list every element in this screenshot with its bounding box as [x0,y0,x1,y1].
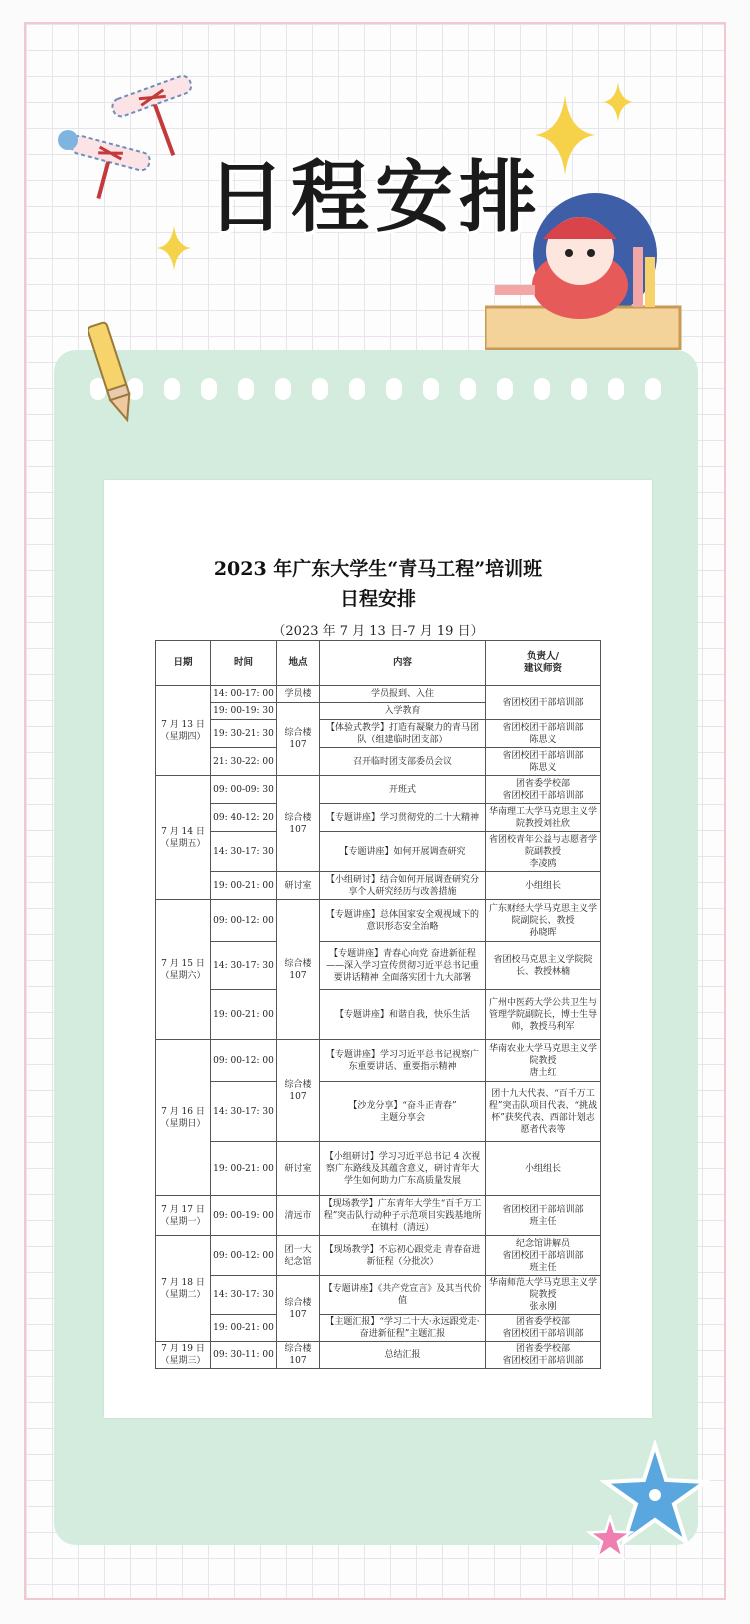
page-title: 日程安排 [206,153,543,243]
cell-person: 华南农业大学马克思主义学院教授 唐土红 [486,1040,601,1082]
cell-person: 华南师范大学马克思主义学院教授 张永刚 [486,1276,601,1315]
cell-date: 7 月 15 日 （星期六） [156,900,211,1040]
binder-hole [238,378,254,400]
cell-location: 学员楼 [277,686,320,703]
cell-content: 【专题讲座】学习贯彻党的二十大精神 [320,804,486,832]
cell-content: 【体验式教学】打造有凝聚力的青马团队（组建临时团支部） [320,720,486,748]
header-time: 时间 [211,641,277,686]
table-row [156,1196,601,1236]
cell-content: 召开临时团支部委员会议 [320,748,486,776]
cell-time: 14: 30-17: 30 [211,1082,277,1142]
binder-hole [571,378,587,400]
table-row [156,1315,601,1342]
binder-hole [201,378,217,400]
cell-person: 团省委学校部 省团校团干部培训部 [486,1342,601,1369]
cell-time: 09: 30-11: 00 [211,1342,277,1369]
cell-location: 综合楼 107 [277,1342,320,1369]
cell-time: 19: 00-21: 00 [211,990,277,1040]
cell-content: 【专题讲座】青春心向党 奋进新征程——深入学习宣传贯彻习近平总书记重要讲话精神 全面落实团十九大部署 [320,942,486,990]
document-subtitle: 日程安排 [339,588,416,610]
binder-hole [386,378,402,400]
cell-time: 09: 00-12: 00 [211,1040,277,1082]
table-row [156,832,601,872]
cell-content: 学员报到、入住 [320,686,486,703]
table-row [156,1342,601,1369]
cell-content: 开班式 [320,776,486,804]
cell-time: 14: 30-17: 30 [211,942,277,990]
cell-location: 团一大 纪念馆 [277,1236,320,1276]
cell-content: 入学教育 [320,703,486,720]
cell-time: 19: 00-21: 00 [211,1142,277,1196]
cell-date: 7 月 13 日 （星期四） [156,686,211,776]
cell-location: 综合楼 107 [277,900,320,1040]
cell-person: 小组组长 [486,1142,601,1196]
binder-hole [423,378,439,400]
cell-location: 综合楼 107 [277,703,320,776]
cell-person: 华南理工大学马克思主义学院教授刘社欣 [486,804,601,832]
binder-hole [349,378,365,400]
cell-person: 团省委学校部 省团校团干部培训部 [486,776,601,804]
cell-person: 省团校团干部培训部 [486,686,601,720]
table-row [156,900,601,942]
binder-hole [275,378,291,400]
cell-location: 清远市 [277,1196,320,1236]
table-row [156,1236,601,1276]
cell-time: 14: 30-17: 30 [211,832,277,872]
cell-date: 7 月 14 日 （星期五） [156,776,211,900]
cell-person: 团十九大代表、“百千万工程”突击队项目代表、“挑战杯”获奖代表、西部计划志愿者代表等 [486,1082,601,1142]
cell-content: 【小组研讨】结合如何开展调查研究分享个人研究经历与改善措施 [320,872,486,900]
starfish-icon [585,1515,635,1565]
cell-time: 21: 30-22: 00 [211,748,277,776]
cell-time: 09: 00-12: 00 [211,1236,277,1276]
cell-person: 纪念馆讲解员 省团校团干部培训部 班主任 [486,1236,601,1276]
cell-content: 【小组研讨】学习习近平总书记 4 次视察广东路线及其蕴含意义，研讨青年大学生如何助力广东高质量发展 [320,1142,486,1196]
cell-location: 综合楼 107 [277,1040,320,1142]
table-row [156,720,601,748]
date-range: （2023 年 7 月 13 日-7 月 19 日） [272,624,484,639]
table-row [156,776,601,804]
binder-hole [497,378,513,400]
cell-person: 省团校青年公益与志愿者学院副教授 李凌鸥 [486,832,601,872]
cell-person: 省团校团干部培训部 陈思义 [486,748,601,776]
cell-person: 小组组长 [486,872,601,900]
table-row [156,1040,601,1082]
cell-person: 省团校团干部培训部 班主任 [486,1196,601,1236]
cell-content: 【现场教学】不忘初心跟党走 青春奋进新征程（分批次） [320,1236,486,1276]
cell-time: 19: 30-21: 30 [211,720,277,748]
table-row [156,942,601,990]
table-row [156,748,601,776]
binder-hole [312,378,328,400]
binder-hole [460,378,476,400]
sparkle-icon [157,225,191,271]
cell-time: 09: 00-19: 00 [211,1196,277,1236]
cell-content: 【专题讲座】学习习近平总书记视察广东重要讲话、重要指示精神 [320,1040,486,1082]
cell-content: 总结汇报 [320,1342,486,1369]
binder-hole [534,378,550,400]
table-row [156,1082,601,1142]
header-location: 地点 [277,641,320,686]
cell-time: 14: 00-17: 00 [211,686,277,703]
cell-time: 09: 00-12: 00 [211,900,277,942]
table-header-row [156,641,601,686]
cell-date: 7 月 17 日 （星期一） [156,1196,211,1236]
cell-location: 综合楼 107 [277,1276,320,1342]
document-title: 2023 年广东大学生“青马工程”培训班 [213,558,543,580]
table-row [156,804,601,832]
cell-person: 省团校团干部培训部 陈思义 [486,720,601,748]
cell-person: 广州中医药大学公共卫生与管理学院副院长，博士生导师，教授马利军 [486,990,601,1040]
binder-hole [645,378,661,400]
cell-content: 【专题讲座】《共产党宣言》及其当代价值 [320,1276,486,1315]
cell-time: 09: 40-12: 20 [211,804,277,832]
header-person: 负责人/ 建议师资 [486,641,601,686]
binder-hole [608,378,624,400]
cell-time: 19: 00-21: 00 [211,872,277,900]
cell-date: 7 月 18 日 （星期二） [156,1236,211,1342]
pencil-icon [88,318,138,428]
cell-time: 14: 30-17: 30 [211,1276,277,1315]
cell-content: 【专题讲座】和谐自我，快乐生活 [320,990,486,1040]
cell-content: 【沙龙分享】“奋斗正青春” 主题分享会 [320,1082,486,1142]
cell-content: 【主题汇报】“学习二十大·永远跟党走·奋进新征程”主题汇报 [320,1315,486,1342]
cell-date: 7 月 19 日 （星期三） [156,1342,211,1369]
table-row [156,1276,601,1315]
firecracker-icon [40,40,210,210]
cell-time: 19: 00-21: 00 [211,1315,277,1342]
header-content: 内容 [320,641,486,686]
cell-person: 省团校马克思主义学院院长、教授林楠 [486,942,601,990]
cell-content: 【现场教学】广东青年大学生“百千万工程”突击队行动种子示范项目实践基地所在镇村（清远） [320,1196,486,1236]
cell-location: 研讨室 [277,872,320,900]
binder-hole [164,378,180,400]
table-row [156,990,601,1040]
header-date: 日期 [156,641,211,686]
cell-time: 09: 00-09: 30 [211,776,277,804]
sparkle-icon [603,80,633,124]
table-row [156,686,601,703]
table-row [156,872,601,900]
cell-time: 19: 00-19: 30 [211,703,277,720]
cell-location: 研讨室 [277,1142,320,1196]
cell-content: 【专题讲座】总体国家安全观视域下的意识形态安全治略 [320,900,486,942]
schedule-table [155,640,601,1369]
cell-content: 【专题讲座】如何开展调查研究 [320,832,486,872]
cell-location: 综合楼 107 [277,776,320,872]
cell-date: 7 月 16 日 （星期日） [156,1040,211,1196]
cell-person: 广东财经大学马克思主义学院副院长、教授 孙晓晖 [486,900,601,942]
table-row [156,1142,601,1196]
cell-person: 团省委学校部 省团校团干部培训部 [486,1315,601,1342]
